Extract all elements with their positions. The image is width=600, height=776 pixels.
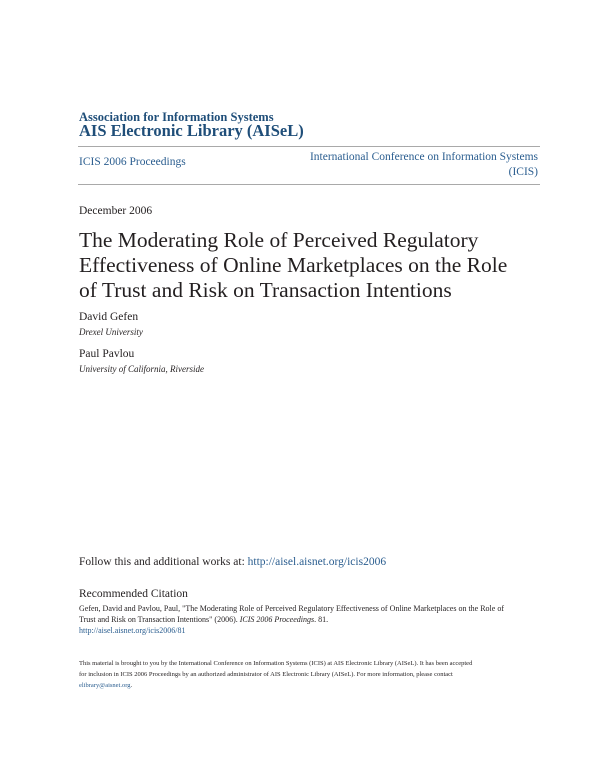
contact-email-link[interactable]: elibrary@aisnet.org: [79, 682, 131, 689]
title-line-2: Effectiveness of Online Marketplaces on the Role: [79, 253, 508, 277]
publication-date: December 2006: [79, 205, 153, 217]
follow-link[interactable]: http://aisel.aisnet.org/icis2006: [247, 556, 387, 568]
author-name: David Gefen: [79, 311, 139, 323]
library-name: AIS Electronic Library (AISeL): [79, 121, 304, 140]
citation-text: [79, 603, 519, 636]
recommended-citation-heading: Recommended Citation: [79, 588, 188, 600]
citation-link[interactable]: http://aisel.aisnet.org/icis2006/81: [79, 626, 186, 635]
citation-line-1: Gefen, David and Pavlou, Paul, "The Moderating Role of Perceived Regulatory Effectiveness of Online Marketplaces on the Role of: [79, 604, 504, 613]
footer-line-1: This material is brought to you by the International Conference on Information Systems (ICIS) at AIS Electronic Library (AISeL). It has been accepted: [79, 660, 473, 667]
footer-period: .: [130, 682, 133, 689]
author-affiliation: University of California, Riverside: [79, 364, 204, 374]
title-line-3: of Trust and Risk on Transaction Intentions: [79, 278, 452, 302]
citation-line-2: [79, 614, 519, 625]
conference-line-2: (ICIS): [508, 166, 538, 178]
author-affiliation: Drexel University: [79, 327, 143, 337]
citation-proceedings: ICIS 2006 Proceedings: [239, 615, 315, 624]
conference-link[interactable]: [278, 150, 538, 180]
footer-notice: [79, 658, 529, 691]
follow-text: Follow this and additional works at:: [79, 556, 248, 568]
conference-line-1: International Conference on Information Systems: [309, 151, 538, 163]
top-divider: [78, 146, 540, 147]
paper-title: [79, 228, 549, 303]
citation-title-end: Trust and Risk on Transaction Intentions" (2006).: [79, 615, 240, 624]
association-name: Association for Information Systems: [79, 110, 274, 124]
citation-number: . 81.: [314, 615, 329, 624]
title-line-1: The Moderating Role of Perceived Regulatory: [79, 228, 479, 252]
proceedings-link[interactable]: ICIS 2006 Proceedings: [79, 156, 186, 168]
footer-line-2: for inclusion in ICIS 2006 Proceedings by an authorized administrator of AIS Electronic Library (AISeL). For more information, please contact: [79, 671, 453, 678]
follow-line: [79, 556, 386, 568]
author-name: Paul Pavlou: [79, 348, 135, 360]
bottom-divider: [78, 184, 540, 185]
